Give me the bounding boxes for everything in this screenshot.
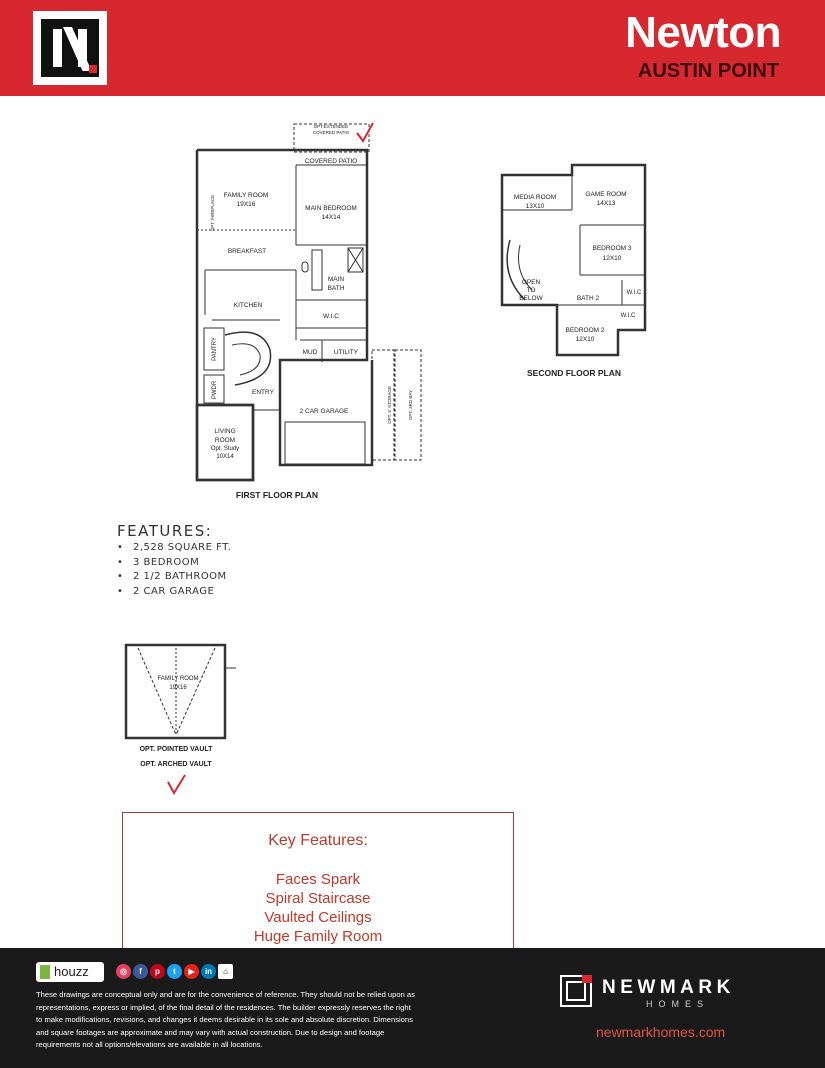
label-entry: ENTRY: [252, 389, 274, 396]
n-logo-icon: [41, 19, 99, 77]
label-bed3: BEDROOM 3: [592, 245, 632, 252]
label-main-bath-1: MAIN: [327, 276, 345, 283]
feature-item: • 2 CAR GARAGE: [117, 585, 215, 597]
label-media: MEDIA ROOM: [513, 194, 557, 201]
label-storage: OPT. 5' STORAGE: [387, 386, 392, 424]
label-third-bay: OPT. 3RD BAY: [408, 389, 413, 421]
label-bed3-size: 12X10: [602, 255, 622, 262]
label-game-size: 14X13: [596, 200, 616, 207]
label-vault-size: 19X16: [169, 685, 187, 691]
newmark-brand: NEWMARK: [602, 977, 735, 998]
key-features-box: [122, 812, 514, 950]
pinterest-icon[interactable]: p: [150, 964, 165, 979]
label-family-size: 19X16: [236, 201, 256, 208]
youtube-icon[interactable]: ▶: [184, 964, 199, 979]
label-media-size: 13X10: [525, 203, 545, 210]
label-breakfast: BREAKFAST: [227, 248, 267, 255]
label-living-3: Opt. Study: [210, 446, 240, 452]
instagram-icon[interactable]: ◎: [116, 964, 131, 979]
label-family-room: FAMILY ROOM: [223, 192, 269, 199]
newmark-logo[interactable]: [33, 11, 107, 85]
features-title: FEATURES:: [117, 522, 213, 540]
label-open-2: TO: [526, 287, 536, 294]
features-list: [117, 542, 231, 600]
label-pointed-vault: OPT. POINTED VAULT: [139, 746, 213, 753]
footer: [0, 948, 825, 1068]
first-floor-caption: FIRST FLOOR PLAN: [235, 490, 319, 500]
floor-plans-drawing: [0, 110, 825, 810]
feature-item: • 2 1/2 BATHROOM: [117, 571, 227, 582]
label-kitchen: KITCHEN: [233, 302, 263, 309]
label-wic-a: W.I.C: [626, 290, 642, 296]
facebook-icon[interactable]: f: [133, 964, 148, 979]
label-main-bath-2: BATH: [327, 285, 345, 292]
label-bed2: BEDROOM 2: [565, 327, 605, 334]
key-feature-item: Huge Family Room: [253, 928, 383, 945]
key-feature-item: Vaulted Ceilings: [264, 909, 372, 926]
newmark-sub: HOMES: [646, 999, 710, 1009]
disclaimer-text: These drawings are conceptual only and are for the convenience of reference. They should not be relied upon as representations, express or implied, of the final detail of the residences. The builder expressly reserves the right to make modifications, revisions, and changes it deems desirable in its sole and absolute discretion. Dimensions and square footages are approximate and may vary with actual construction. Due to design and footage requirements not all options/elevations are available in all locations.: [36, 990, 415, 1050]
equal-housing-icon: ⌂: [218, 964, 233, 979]
vault-checkmark-icon: [168, 775, 185, 793]
social-icons: [116, 964, 233, 979]
label-game: GAME ROOM: [585, 191, 627, 198]
key-features-title: Key Features:: [268, 832, 368, 849]
label-pantry: PANTRY: [212, 337, 218, 361]
label-wic-b: W.I.C: [620, 313, 636, 319]
label-covered-patio: COVERED PATIO: [304, 158, 358, 165]
plan-name: Newton: [625, 8, 781, 57]
label-vault-room: FAMILY ROOM: [157, 676, 199, 682]
label-utility: UTILITY: [333, 349, 359, 356]
houzz-icon: [40, 965, 50, 979]
label-bath2: BATH 2: [576, 295, 600, 302]
label-living-1: LIVING: [214, 428, 236, 435]
label-open-3: BELOW: [519, 295, 543, 302]
linkedin-icon[interactable]: in: [201, 964, 216, 979]
key-feature-item: Faces Spark: [275, 871, 361, 888]
label-opt-patio-2: COVERED PATIO: [312, 130, 350, 135]
label-arched-vault: OPT. ARCHED VAULT: [140, 761, 212, 768]
label-open-1: OPEN: [521, 279, 541, 286]
key-feature-item: Spiral Staircase: [265, 890, 371, 907]
label-bed2-size: 12X10: [575, 336, 595, 343]
second-floor-caption: SECOND FLOOR PLAN: [527, 368, 621, 378]
website-link[interactable]: newmarkhomes.com: [596, 1024, 726, 1040]
label-main-bed-size: 14X14: [321, 214, 341, 221]
label-pwdr: PWDR: [212, 380, 218, 400]
patio-checkmark-icon: [357, 123, 373, 141]
feature-item: • 3 BEDROOM: [117, 556, 200, 568]
label-fireplace: OPT. FIREPLACE: [210, 194, 215, 232]
label-living-2: ROOM: [214, 437, 236, 444]
houzz-badge[interactable]: houzz: [36, 962, 104, 982]
feature-item: • 2,528 SQUARE FT.: [117, 542, 232, 553]
newmark-footer-logo[interactable]: [560, 975, 592, 1007]
label-main-bedroom: MAIN BEDROOM: [305, 205, 357, 212]
label-living-size: 10X14: [216, 454, 234, 460]
label-wic: W.I.C: [323, 313, 339, 320]
label-garage: 2 CAR GARAGE: [299, 408, 349, 415]
label-opt-patio-1: OPT.EXTENDED: [313, 124, 349, 129]
header-banner: [0, 0, 825, 96]
community-name: AUSTIN POINT: [637, 60, 779, 82]
twitter-icon[interactable]: t: [167, 964, 182, 979]
label-mud: MUD: [302, 349, 318, 356]
